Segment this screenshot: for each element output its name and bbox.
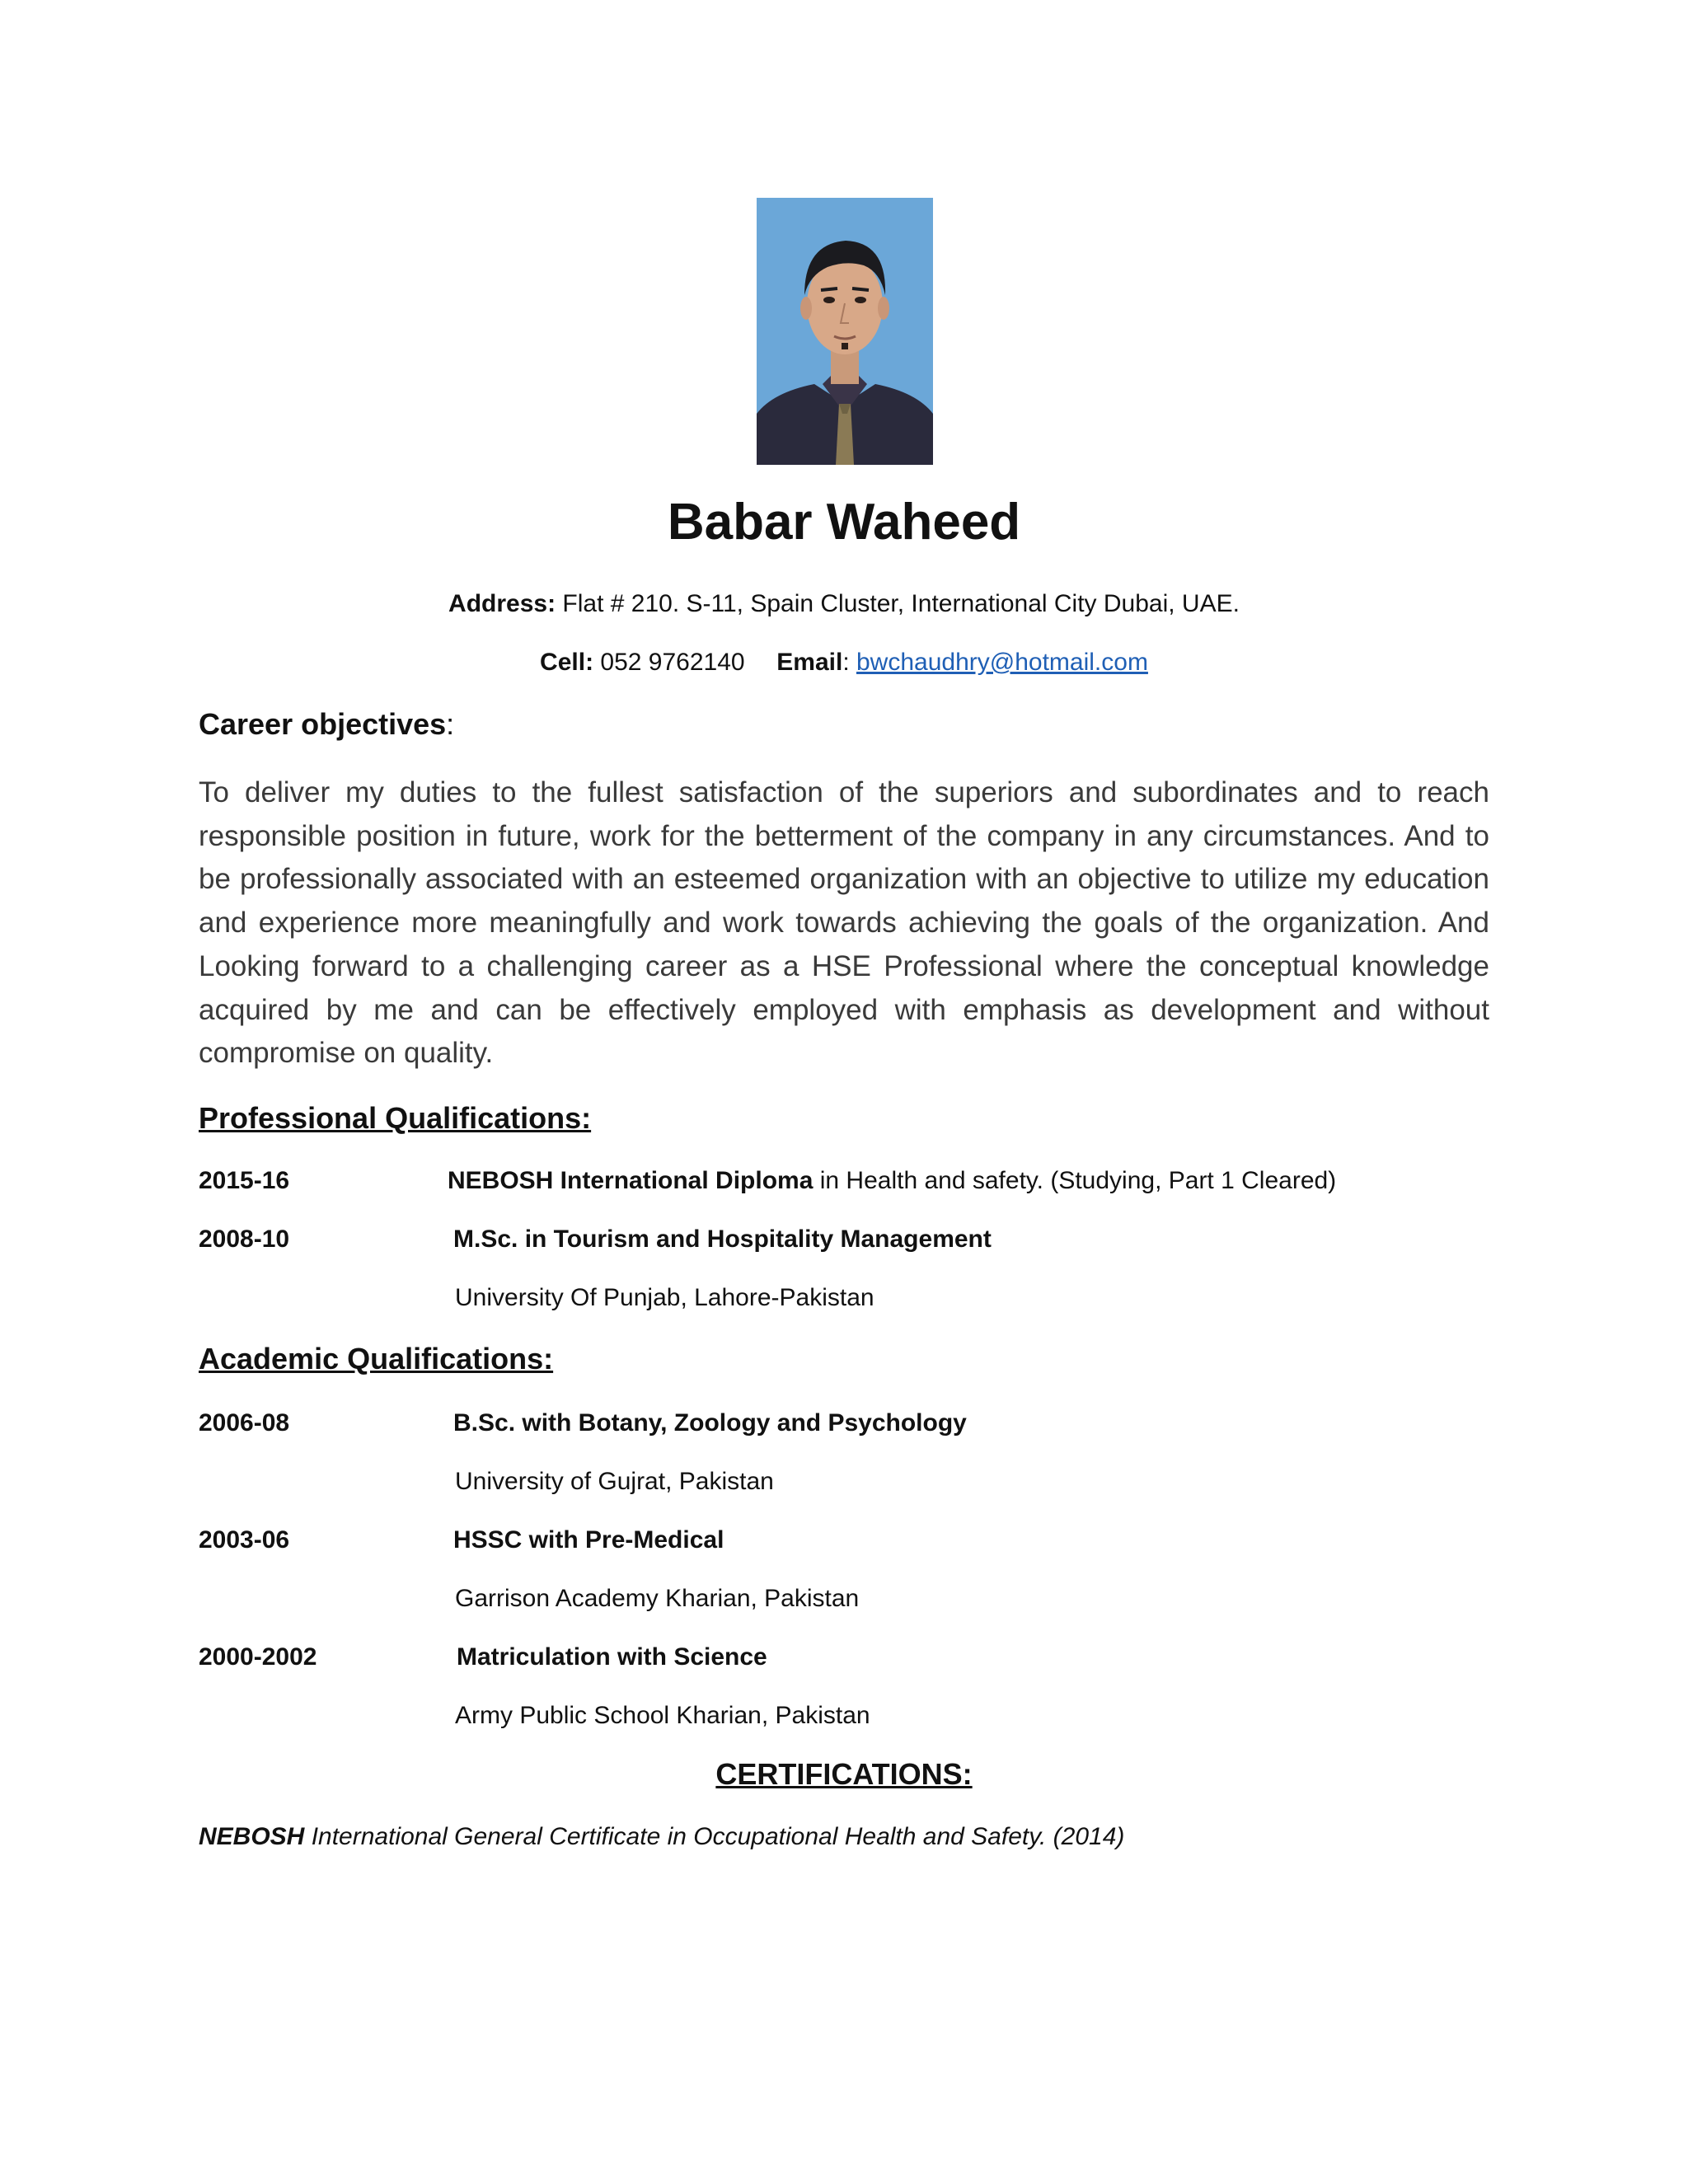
cell-value: 052 9762140 — [600, 649, 745, 676]
professional-heading: Professional Qualifications: — [199, 1101, 592, 1135]
academic-entry — [457, 1643, 767, 1671]
qualification-title: NEBOSH International Diploma — [448, 1167, 814, 1194]
career-heading-text: Career objectives — [199, 707, 447, 741]
qualification-detail: in Health and safety. (Studying, Part 1 Cleared) — [819, 1167, 1337, 1194]
address-line — [0, 590, 1688, 618]
academic-institution: University of Gujrat, Pakistan — [455, 1468, 774, 1495]
certifications-heading: CERTIFICATIONS: — [715, 1757, 973, 1791]
qualification-year: 2015-16 — [199, 1167, 290, 1194]
address-label: Address: — [448, 590, 556, 617]
certification-item — [199, 1823, 1124, 1851]
email-label: Email — [776, 649, 843, 676]
qualification-year: 2008-10 — [199, 1226, 290, 1253]
certification-body: NEBOSH — [199, 1823, 305, 1850]
candidate-name: Babar Waheed — [667, 494, 1021, 551]
academic-year: 2003-06 — [199, 1526, 290, 1554]
certification-text: International General Certificate in Occupational Health and Safety. (2014) — [311, 1823, 1125, 1850]
cell-label: Cell: — [540, 649, 594, 676]
profile-photo — [757, 198, 933, 465]
academic-year: 2006-08 — [199, 1409, 290, 1436]
academic-year: 2000-2002 — [199, 1643, 317, 1671]
academic-entry — [453, 1526, 724, 1554]
address-value: Flat # 210. S-11, Spain Cluster, International City Dubai, UAE. — [562, 590, 1240, 617]
qualification-entry — [448, 1167, 1336, 1195]
career-objective-text: To deliver my duties to the fullest satisfaction of the superiors and subordinates and to reach responsible position in future, work for the betterment of the company in any circumstances. And to be professionally associated with an esteemed organization with an objective to utilize my education and experience more meaningfully and work towards achieving the goals of the organization. And Looking forward to a challenging career as a HSE Professional where the conceptual knowledge acquired by me and can be effectively employed with emphasis as development and without compromise on quality. — [199, 776, 1489, 1070]
qualification-entry — [453, 1226, 992, 1254]
qualification-title: M.Sc. in Tourism and Hospitality Management — [453, 1226, 992, 1253]
career-heading: Career objectives: — [199, 707, 455, 741]
academic-institution: Army Public School Kharian, Pakistan — [455, 1702, 870, 1729]
academic-title: HSSC with Pre-Medical — [453, 1526, 724, 1554]
academic-institution: Garrison Academy Kharian, Pakistan — [455, 1585, 860, 1612]
academic-title: Matriculation with Science — [457, 1643, 767, 1671]
qualification-institution: University Of Punjab, Lahore-Pakistan — [455, 1284, 874, 1311]
academic-title: B.Sc. with Botany, Zoology and Psychology — [453, 1409, 967, 1436]
email-link[interactable]: bwchaudhry@hotmail.com — [856, 649, 1148, 676]
academic-entry — [453, 1409, 967, 1437]
contact-line: Cell: 052 9762140 Email: bwchaudhry@hotmail.com — [540, 649, 1148, 676]
academic-heading: Academic Qualifications: — [199, 1342, 554, 1376]
